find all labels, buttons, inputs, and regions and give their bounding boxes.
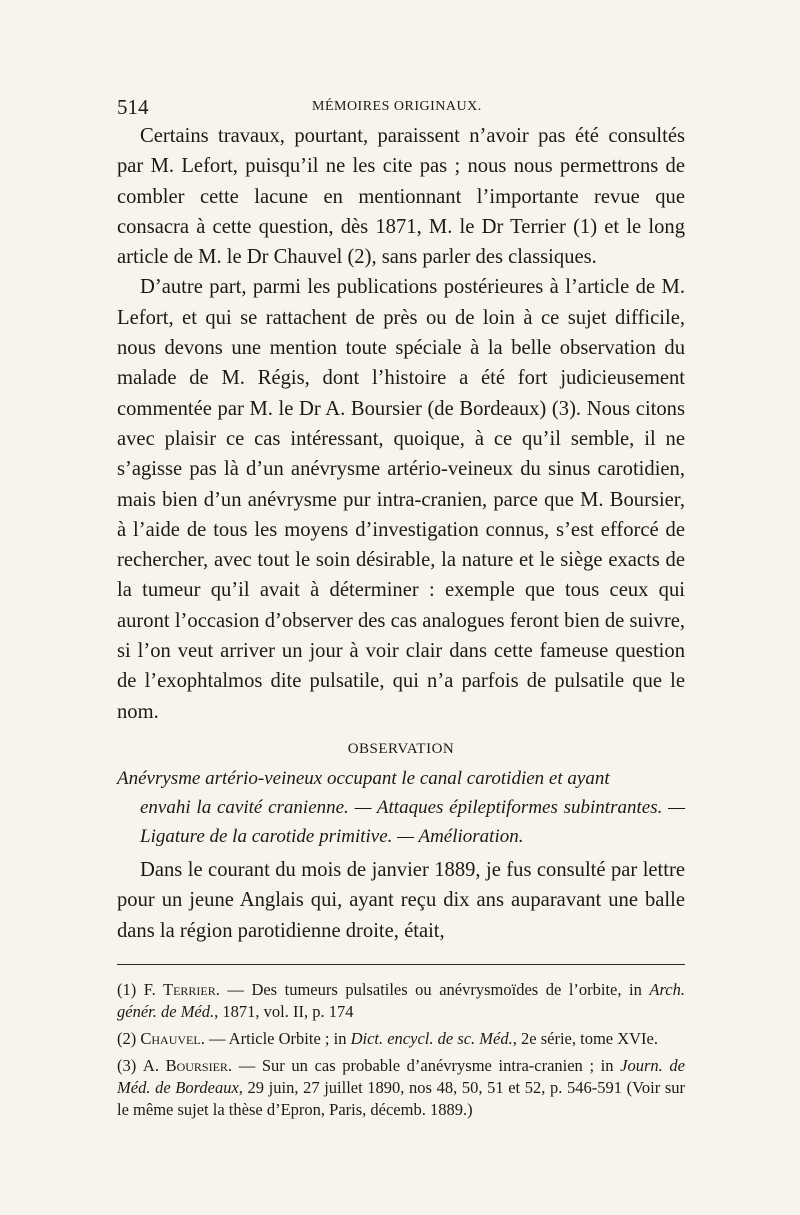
paragraph: Certains travaux, pourtant, paraissent n’avoir pas été consultés par M. Lefort, puisqu’il ne les cite pas ; nous nous permettrons de combler cette lacune en mentionnant l’importante revue que consacra à cette question, dès 1871, M. le Dr Terrier (1) et le long article de M. le Dr Chauvel (2), sans parler des classiques. <box>117 125 685 269</box>
footnote <box>117 979 685 1023</box>
running-title: MÉMOIRES ORIGINAUX. <box>312 99 482 114</box>
book-page <box>117 95 685 1126</box>
page-number: 514 <box>117 95 149 119</box>
footnote-author: Chauvel. <box>140 1028 205 1048</box>
footnote-marker: (1) <box>117 979 137 999</box>
paragraph: D’autre part, parmi les publications postérieures à l’article de M. Lefort, et qui se rattachent de près ou de loin à ce sujet difficile, nous devons une mention toute spéciale à la belle observation du malade de M. Régis, dont l’histoire a été fort judicieusement commentée par M. le Dr A. Boursier (de Bordeaux) (3). Nous citons avec plaisir ce cas intéressant, quoique, à ce qu’il semble, il ne s’agisse pas là d’un anévrysme artério-veineux du sinus carotidien, mais bien d’un anévrysme pur intra-cranien, parce que M. Boursier, à l’aide de tous les moyens d’investigation connus, s’est efforcé de rechercher, avec tout le soin désirable, la nature et le siège exacts de la tumeur qu’il avait à déterminer : exemple que tous ceux qui auront l’occasion d’observer des cas analogues feront bien de suivre, si l’on veut arriver un jour à voir clair dans cette fameuse question de l’exophtalmos dite pulsatile, qui n’a parfois de pulsatile que le nom. <box>117 276 685 723</box>
section-heading: OBSERVATION <box>347 740 455 757</box>
footnote-text: — Article Orbite ; in <box>204 1028 351 1048</box>
observation-title-line1: Anévrysme artério-veineux occupant le canal carotidien et ayant <box>117 767 610 789</box>
observation-title <box>117 764 685 851</box>
footnote-author: F. Terrier. <box>143 979 220 999</box>
footnote-source: Arch. génér. de Méd. <box>117 979 685 1021</box>
body-text <box>117 121 685 727</box>
footnote-author: A. Boursier. <box>142 1055 233 1075</box>
observation-title-rest: envahi la cavité cranienne. — Attaques épileptiformes subintrantes. —Ligature de la carotide primitive. — Amélioration. <box>140 796 685 847</box>
footnote-marker: (2) <box>117 1028 137 1048</box>
footnote-text: — Des tumeurs pulsatiles ou anévrysmoïdes de l’orbite, in <box>219 979 650 999</box>
footnote <box>117 1028 685 1050</box>
running-head <box>117 95 685 121</box>
footnote-tail: , 1871, vol. II, p. 174 <box>214 1001 354 1021</box>
footnote-tail: , 2e série, tome XVIe. <box>512 1028 659 1048</box>
footnotes <box>117 979 685 1121</box>
footnote-rule <box>117 964 685 965</box>
footnote-marker: (3) <box>117 1055 137 1075</box>
paragraph: Dans le courant du mois de janvier 1889, je fus consulté par lettre pour un jeune Anglais qui, ayant reçu dix ans auparavant une balle dans la région parotidienne droite, était, <box>117 858 685 942</box>
footnote-text: — Sur un cas probable d’anévrysme intra-cranien ; in <box>232 1055 621 1075</box>
footnote <box>117 1055 685 1121</box>
footnote-source: Journ. de Méd. de Bordeaux <box>117 1055 686 1097</box>
footnote-tail: , 29 juin, 27 juillet 1890, nos 48, 50, 51 et 52, p. 546-591 (Voir sur le même sujet la thèse d’Epron, Paris, décemb. 1889.) <box>117 1077 685 1119</box>
footnote-source: Dict. encycl. de sc. Méd. <box>350 1028 513 1048</box>
observation-body <box>117 855 685 946</box>
